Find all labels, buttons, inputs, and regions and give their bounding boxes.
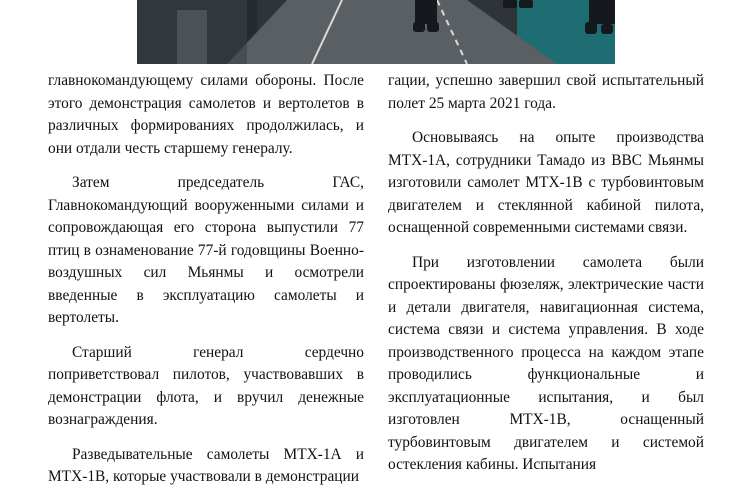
paragraph: При изготовлении самолета были спроектированы фюзеляж, электрические части и детали двигателя, навигационная система, система связи и система управления. В ходе производственного процесса на каждом этапе проводились функциональные и эксплуатационные испытания, и был изготовлен МТХ-1В, оснащенный турбовинтовым двигателем и системой остекления кабины. Испытания [388,253,704,473]
paragraph: Разведывательные самолеты МТХ-1А и МТХ-1В, которые участвовали в демонстрации [48,445,364,485]
paragraph: Затем председатель ГАС, Главнокомандующий вооруженными силами и сопровождающая его сторона выпустили 77 птиц в ознаменование 77-й годовщины Военно-воздушных сил Мьянмы и осмотрели введенные в эксплуатацию самолеты и вертолеты. [48,174,364,326]
paragraph: главнокомандующему силами обороны. После этого демонстрация самолетов и вертолетов в различных формированиях продолжилась, и они отдали честь старшему генералу. [48,72,364,157]
article-photo [137,0,615,64]
left-column [48,70,364,501]
paragraph: гации, успешно завершил свой испытательный полет 25 марта 2021 года. [388,72,704,112]
photo-parade-icon [137,0,615,64]
right-column [388,70,704,489]
paragraph: Старший генерал сердечно поприветствовал пилотов, участвовавших в демонстрации флота, и вручил денежные вознаграждения. [48,343,364,428]
paragraph: Основываясь на опыте производства МТХ-1А, сотрудники Тамадо из ВВС Мьянмы изготовили самолет МТХ-1В с турбовинтовым двигателем и стеклянной кабиной пилота, оснащенной современными системами связи. [388,129,704,236]
